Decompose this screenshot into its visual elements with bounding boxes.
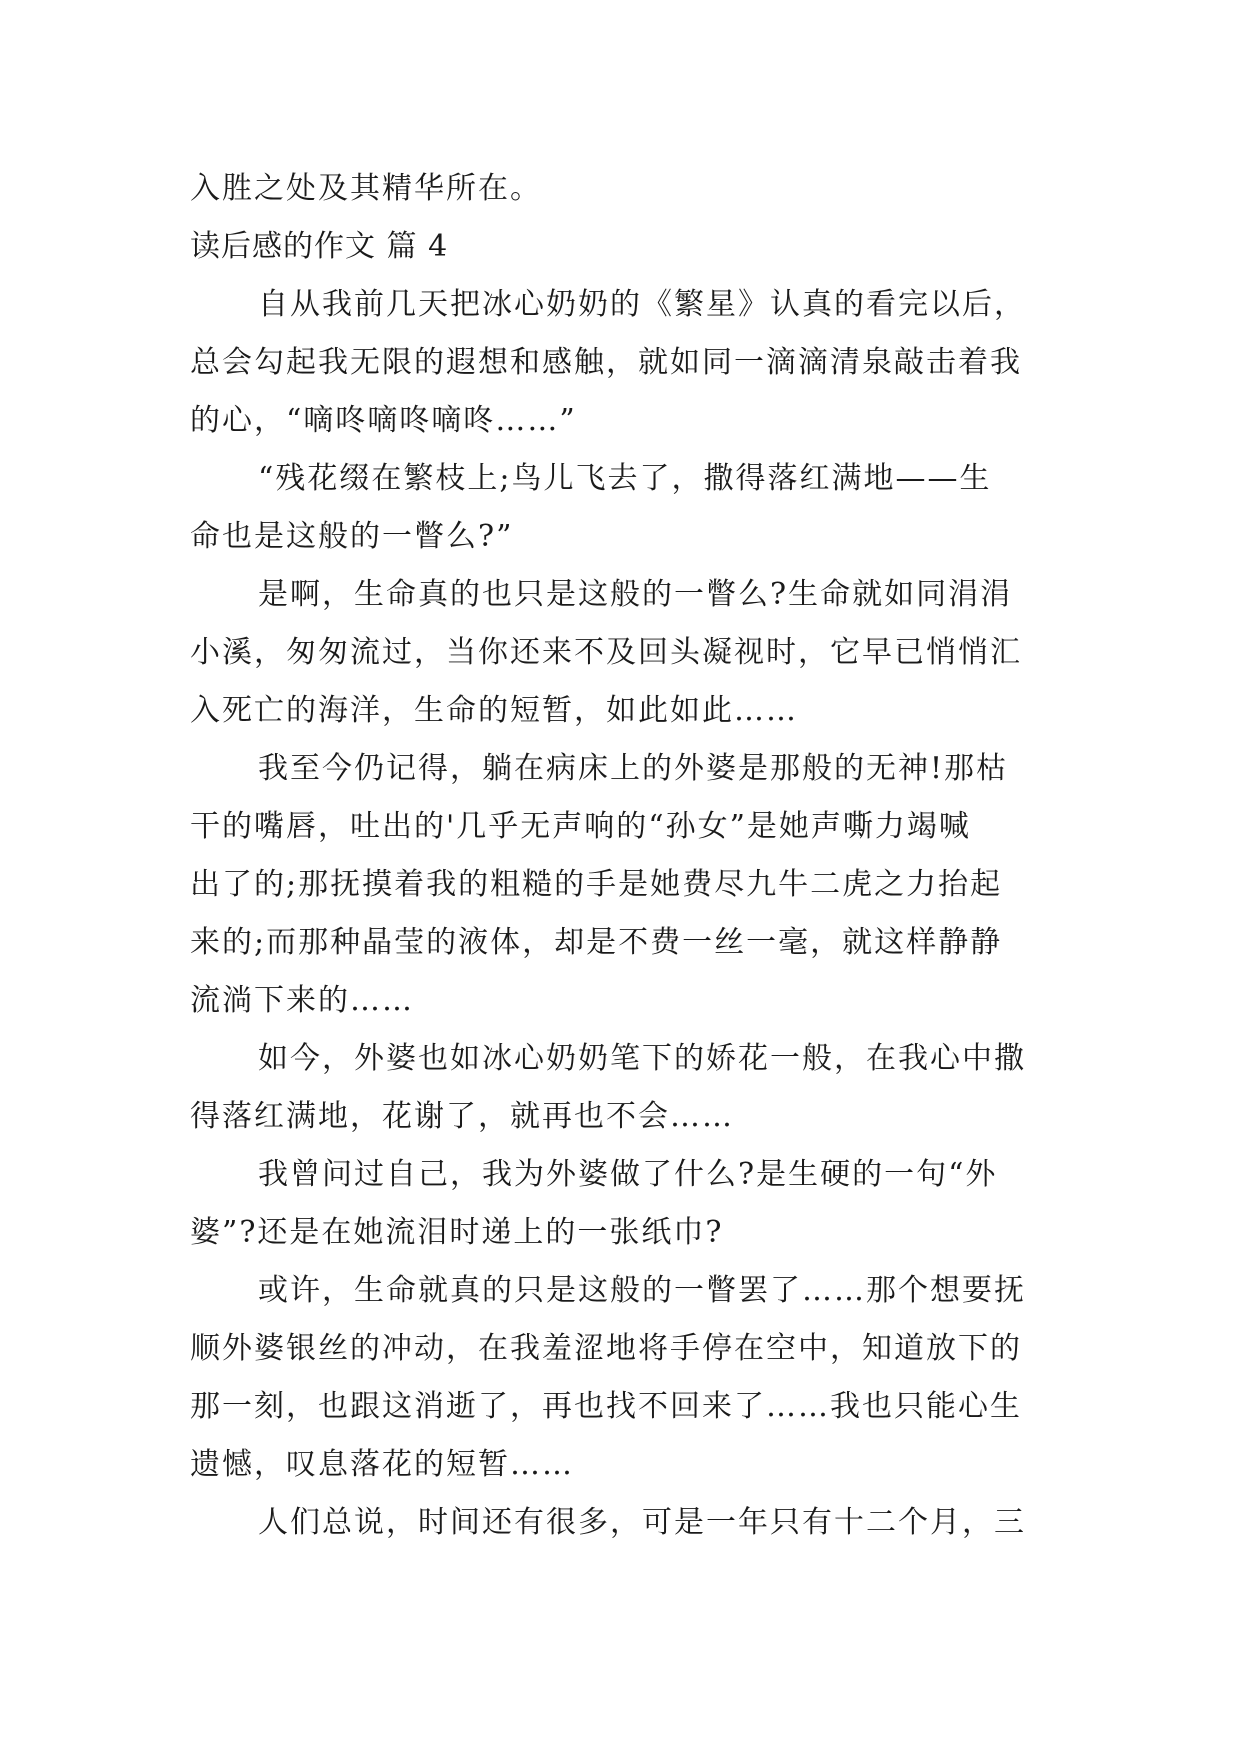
text-line: 顺外婆银丝的冲动，在我羞涩地将手停在空中，知道放下的 (190, 1331, 1022, 1366)
text-line: 得落红满地，花谢了，就再也不会…… (190, 1099, 734, 1134)
text-line: 是啊，生命真的也只是这般的一瞥么?生命就如同涓涓 (258, 577, 1013, 612)
text-line: 干的嘴唇，吐出的'几乎无声响的“孙女”是她声嘶力竭喊 (190, 809, 971, 844)
document-body (190, 160, 1060, 1552)
text-line: 小溪，匆匆流过，当你还来不及回头凝视时，它早已悄悄汇 (190, 635, 1022, 670)
text-line: 入死亡的海洋，生命的短暂，如此如此…… (190, 693, 798, 728)
text-line: 流淌下来的…… (190, 983, 414, 1018)
text-line: 总会勾起我无限的遐想和感触，就如同一滴滴清泉敲击着我 (190, 345, 1022, 380)
text-line: 或许，生命就真的只是这般的一瞥罢了……那个想要抚 (258, 1273, 1026, 1308)
text-line: 如今，外婆也如冰心奶奶笔下的娇花一般，在我心中撒 (258, 1041, 1026, 1076)
section-heading: 读后感的作文 篇 4 (190, 229, 449, 264)
text-line: 我曾问过自己，我为外婆做了什么?是生硬的一句“外 (258, 1157, 998, 1192)
text-line: 遗憾，叹息落花的短暂…… (190, 1447, 574, 1482)
text-line: 那一刻，也跟这消逝了，再也找不回来了……我也只能心生 (190, 1389, 1022, 1424)
text-line: 自从我前几天把冰心奶奶的《繁星》认真的看完以后， (258, 287, 1026, 322)
text-line: 婆”?还是在她流泪时递上的一张纸巾? (190, 1215, 724, 1250)
text-line: 人们总说，时间还有很多，可是一年只有十二个月，三 (258, 1505, 1026, 1540)
text-line: 我至今仍记得，躺在病床上的外婆是那般的无神!那枯 (258, 751, 1009, 786)
text-line: 入胜之处及其精华所在。 (190, 171, 542, 206)
text-line: 来的;而那种晶莹的液体，却是不费一丝一毫，就这样静静 (190, 925, 1003, 960)
text-line: 命也是这般的一瞥么?” (190, 519, 514, 554)
text-line: 出了的;那抚摸着我的粗糙的手是她费尽九牛二虎之力抬起 (190, 867, 1003, 902)
text-line: 的心，“嘀咚嘀咚嘀咚……” (190, 403, 577, 438)
text-line: “残花缀在繁枝上;鸟儿飞去了，撒得落红满地——生 (258, 461, 992, 496)
